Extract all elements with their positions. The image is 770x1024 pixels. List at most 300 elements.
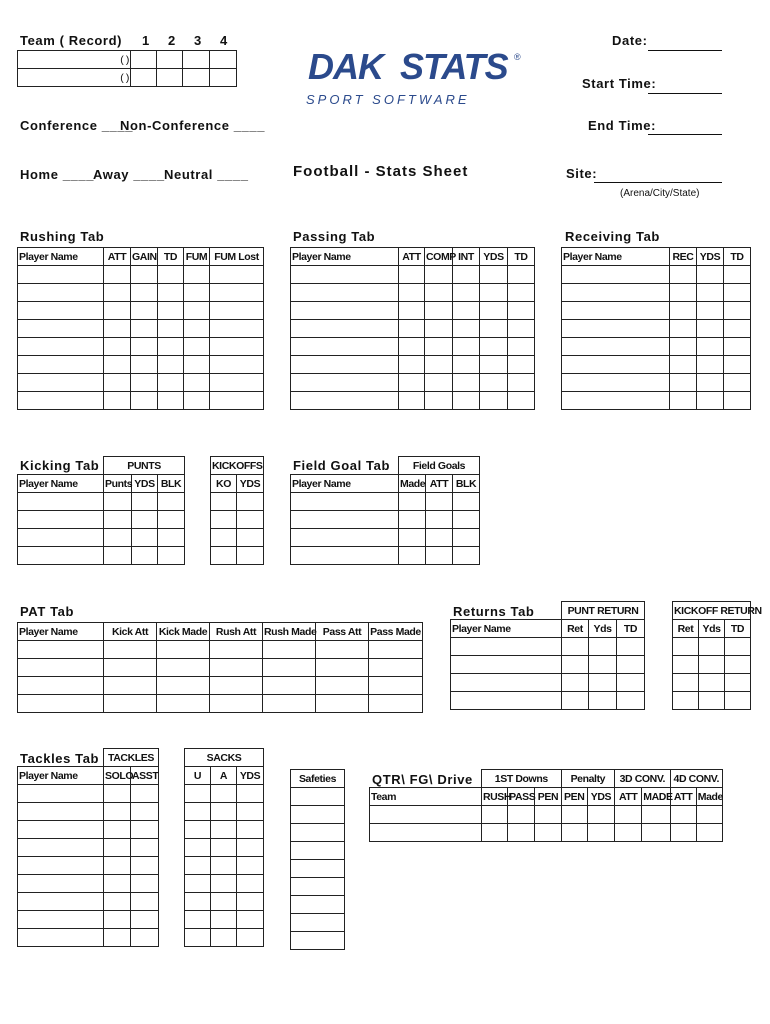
entry-cell[interactable]	[131, 338, 158, 356]
entry-cell[interactable]	[104, 929, 131, 947]
entry-cell[interactable]	[399, 374, 425, 392]
entry-cell[interactable]	[724, 302, 751, 320]
entry-cell[interactable]	[158, 493, 185, 511]
entry-cell[interactable]	[508, 338, 535, 356]
entry-cell[interactable]	[132, 547, 158, 565]
entry-cell[interactable]	[508, 284, 535, 302]
entry-cell[interactable]	[291, 374, 399, 392]
entry-cell[interactable]	[697, 266, 724, 284]
entry-cell[interactable]	[724, 320, 751, 338]
entry-cell[interactable]	[453, 320, 480, 338]
entry-cell[interactable]	[211, 893, 237, 911]
entry-cell[interactable]	[18, 929, 104, 947]
entry-cell[interactable]	[104, 875, 131, 893]
entry-cell[interactable]	[291, 284, 399, 302]
entry-cell[interactable]	[237, 547, 264, 565]
entry-cell[interactable]	[104, 893, 131, 911]
entry-cell[interactable]	[699, 692, 725, 710]
entry-cell[interactable]	[185, 803, 211, 821]
entry-cell[interactable]	[291, 338, 399, 356]
entry-cell[interactable]	[104, 547, 132, 565]
entry-cell[interactable]	[425, 266, 453, 284]
entry-cell[interactable]	[453, 266, 480, 284]
entry-cell[interactable]	[263, 659, 316, 677]
entry-cell[interactable]	[480, 284, 508, 302]
entry-cell[interactable]	[451, 656, 562, 674]
entry-cell[interactable]	[589, 638, 617, 656]
entry-cell[interactable]	[210, 320, 264, 338]
entry-cell[interactable]	[158, 266, 184, 284]
entry-cell[interactable]	[18, 911, 104, 929]
entry-cell[interactable]	[724, 284, 751, 302]
entry-cell[interactable]	[642, 806, 670, 824]
entry-cell[interactable]	[237, 821, 264, 839]
entry-cell[interactable]	[451, 674, 562, 692]
entry-cell[interactable]	[132, 493, 158, 511]
entry-cell[interactable]	[426, 511, 453, 529]
entry-cell[interactable]	[157, 677, 210, 695]
entry-cell[interactable]	[131, 929, 159, 947]
entry-cell[interactable]	[211, 547, 237, 565]
entry-cell[interactable]	[18, 821, 104, 839]
entry-cell[interactable]	[508, 302, 535, 320]
entry-cell[interactable]	[131, 320, 158, 338]
entry-cell[interactable]	[696, 824, 722, 842]
entry-cell[interactable]	[480, 266, 508, 284]
entry-cell[interactable]	[291, 878, 345, 896]
entry-cell[interactable]	[211, 529, 237, 547]
entry-cell[interactable]	[670, 338, 697, 356]
entry-cell[interactable]	[158, 511, 185, 529]
entry-cell[interactable]	[237, 803, 264, 821]
entry-cell[interactable]	[453, 547, 480, 565]
entry-cell[interactable]	[211, 821, 237, 839]
entry-cell[interactable]	[210, 338, 264, 356]
entry-cell[interactable]	[291, 302, 399, 320]
entry-cell[interactable]	[18, 511, 104, 529]
entry-cell[interactable]	[670, 266, 697, 284]
entry-cell[interactable]	[562, 692, 589, 710]
entry-cell[interactable]	[480, 356, 508, 374]
entry-cell[interactable]	[725, 674, 751, 692]
entry-cell[interactable]	[673, 656, 699, 674]
entry-cell[interactable]	[131, 374, 158, 392]
entry-cell[interactable]	[104, 493, 132, 511]
entry-cell[interactable]	[399, 392, 425, 410]
entry-cell[interactable]	[131, 875, 159, 893]
entry-cell[interactable]	[291, 493, 399, 511]
entry-cell[interactable]	[210, 266, 264, 284]
entry-cell[interactable]	[670, 824, 696, 842]
entry-cell[interactable]	[535, 824, 561, 842]
entry-cell[interactable]	[291, 788, 345, 806]
entry-cell[interactable]	[210, 641, 263, 659]
entry-cell[interactable]	[184, 284, 210, 302]
entry-cell[interactable]	[562, 656, 589, 674]
entry-cell[interactable]	[185, 839, 211, 857]
entry-cell[interactable]	[480, 338, 508, 356]
entry-cell[interactable]	[535, 806, 561, 824]
entry-cell[interactable]	[158, 374, 184, 392]
entry-cell[interactable]	[562, 674, 589, 692]
entry-cell[interactable]	[370, 824, 482, 842]
entry-cell[interactable]	[369, 677, 423, 695]
entry-cell[interactable]	[399, 356, 425, 374]
entry-cell[interactable]	[589, 656, 617, 674]
entry-cell[interactable]	[291, 547, 399, 565]
entry-cell[interactable]	[670, 284, 697, 302]
entry-cell[interactable]	[615, 824, 642, 842]
entry-cell[interactable]	[453, 374, 480, 392]
entry-cell[interactable]	[291, 320, 399, 338]
entry-cell[interactable]	[697, 374, 724, 392]
entry-cell[interactable]	[210, 302, 264, 320]
entry-cell[interactable]	[370, 806, 482, 824]
entry-cell[interactable]	[673, 674, 699, 692]
entry-cell[interactable]	[670, 392, 697, 410]
entry-cell[interactable]	[184, 266, 210, 284]
entry-cell[interactable]	[697, 302, 724, 320]
entry-cell[interactable]	[615, 806, 642, 824]
entry-cell[interactable]	[184, 356, 210, 374]
entry-cell[interactable]	[158, 547, 185, 565]
entry-cell[interactable]	[158, 302, 184, 320]
entry-cell[interactable]	[104, 803, 131, 821]
entry-cell[interactable]	[184, 374, 210, 392]
entry-cell[interactable]	[237, 911, 264, 929]
date-field[interactable]	[648, 50, 722, 51]
entry-cell[interactable]	[697, 284, 724, 302]
entry-cell[interactable]	[104, 695, 157, 713]
entry-cell[interactable]	[131, 284, 158, 302]
entry-cell[interactable]	[291, 511, 399, 529]
entry-cell[interactable]	[158, 284, 184, 302]
entry-cell[interactable]	[104, 677, 157, 695]
entry-cell[interactable]	[508, 356, 535, 374]
entry-cell[interactable]	[185, 785, 211, 803]
entry-cell[interactable]	[104, 320, 131, 338]
entry-cell[interactable]	[104, 511, 132, 529]
entry-cell[interactable]	[589, 674, 617, 692]
end-time-field[interactable]	[648, 134, 722, 135]
entry-cell[interactable]	[399, 284, 425, 302]
entry-cell[interactable]	[562, 284, 670, 302]
entry-cell[interactable]	[451, 692, 562, 710]
entry-cell[interactable]	[237, 875, 264, 893]
entry-cell[interactable]	[18, 785, 104, 803]
score-cell[interactable]	[210, 51, 237, 69]
entry-cell[interactable]	[131, 911, 159, 929]
entry-cell[interactable]	[18, 659, 104, 677]
entry-cell[interactable]	[18, 547, 104, 565]
entry-cell[interactable]	[399, 302, 425, 320]
entry-cell[interactable]	[369, 659, 423, 677]
entry-cell[interactable]	[508, 374, 535, 392]
entry-cell[interactable]	[425, 284, 453, 302]
entry-cell[interactable]	[481, 824, 507, 842]
entry-cell[interactable]	[158, 392, 184, 410]
entry-cell[interactable]	[211, 493, 237, 511]
entry-cell[interactable]	[131, 893, 159, 911]
entry-cell[interactable]	[425, 320, 453, 338]
entry-cell[interactable]	[699, 656, 725, 674]
score-cell[interactable]	[210, 69, 237, 87]
entry-cell[interactable]	[562, 302, 670, 320]
entry-cell[interactable]	[131, 266, 158, 284]
entry-cell[interactable]	[724, 266, 751, 284]
entry-cell[interactable]	[617, 674, 645, 692]
entry-cell[interactable]	[425, 392, 453, 410]
entry-cell[interactable]	[587, 806, 614, 824]
entry-cell[interactable]	[426, 493, 453, 511]
entry-cell[interactable]	[158, 529, 185, 547]
entry-cell[interactable]	[157, 659, 210, 677]
entry-cell[interactable]	[642, 824, 670, 842]
entry-cell[interactable]	[316, 677, 369, 695]
entry-cell[interactable]	[399, 266, 425, 284]
entry-cell[interactable]	[237, 893, 264, 911]
entry-cell[interactable]	[697, 356, 724, 374]
entry-cell[interactable]	[18, 839, 104, 857]
entry-cell[interactable]	[399, 338, 425, 356]
entry-cell[interactable]	[451, 638, 562, 656]
entry-cell[interactable]	[699, 638, 725, 656]
entry-cell[interactable]	[18, 695, 104, 713]
score-cell[interactable]	[157, 51, 183, 69]
entry-cell[interactable]	[316, 641, 369, 659]
entry-cell[interactable]	[562, 356, 670, 374]
entry-cell[interactable]	[399, 493, 426, 511]
entry-cell[interactable]	[617, 692, 645, 710]
entry-cell[interactable]	[369, 641, 423, 659]
entry-cell[interactable]	[399, 529, 426, 547]
entry-cell[interactable]	[673, 638, 699, 656]
entry-cell[interactable]	[617, 656, 645, 674]
entry-cell[interactable]	[263, 677, 316, 695]
entry-cell[interactable]	[696, 806, 722, 824]
entry-cell[interactable]	[263, 695, 316, 713]
entry-cell[interactable]	[104, 659, 157, 677]
entry-cell[interactable]	[480, 302, 508, 320]
entry-cell[interactable]	[562, 266, 670, 284]
entry-cell[interactable]	[237, 493, 264, 511]
entry-cell[interactable]	[508, 266, 535, 284]
entry-cell[interactable]	[210, 677, 263, 695]
entry-cell[interactable]	[291, 392, 399, 410]
entry-cell[interactable]	[453, 392, 480, 410]
entry-cell[interactable]	[18, 641, 104, 659]
entry-cell[interactable]	[131, 356, 158, 374]
score-cell[interactable]	[131, 51, 157, 69]
entry-cell[interactable]	[316, 695, 369, 713]
entry-cell[interactable]	[104, 641, 157, 659]
entry-cell[interactable]	[131, 392, 158, 410]
entry-cell[interactable]	[210, 284, 264, 302]
score-cell[interactable]	[183, 51, 210, 69]
entry-cell[interactable]	[132, 529, 158, 547]
entry-cell[interactable]	[291, 824, 345, 842]
entry-cell[interactable]	[210, 374, 264, 392]
entry-cell[interactable]	[211, 511, 237, 529]
score-cell[interactable]	[157, 69, 183, 87]
entry-cell[interactable]	[185, 875, 211, 893]
entry-cell[interactable]	[18, 493, 104, 511]
entry-cell[interactable]	[426, 547, 453, 565]
entry-cell[interactable]	[291, 842, 345, 860]
entry-cell[interactable]	[185, 893, 211, 911]
entry-cell[interactable]	[453, 302, 480, 320]
entry-cell[interactable]	[18, 875, 104, 893]
entry-cell[interactable]	[18, 302, 104, 320]
entry-cell[interactable]	[480, 392, 508, 410]
entry-cell[interactable]	[617, 638, 645, 656]
entry-cell[interactable]	[210, 659, 263, 677]
entry-cell[interactable]	[18, 338, 104, 356]
entry-cell[interactable]	[131, 821, 159, 839]
entry-cell[interactable]	[425, 356, 453, 374]
entry-cell[interactable]	[211, 785, 237, 803]
entry-cell[interactable]	[104, 302, 131, 320]
entry-cell[interactable]	[104, 821, 131, 839]
start-time-field[interactable]	[648, 93, 722, 94]
entry-cell[interactable]	[104, 356, 131, 374]
team-name-cell[interactable]: ( )	[18, 51, 131, 69]
entry-cell[interactable]	[697, 392, 724, 410]
entry-cell[interactable]	[237, 529, 264, 547]
entry-cell[interactable]	[185, 911, 211, 929]
entry-cell[interactable]	[184, 302, 210, 320]
entry-cell[interactable]	[291, 266, 399, 284]
entry-cell[interactable]	[18, 284, 104, 302]
entry-cell[interactable]	[399, 320, 425, 338]
entry-cell[interactable]	[237, 929, 264, 947]
entry-cell[interactable]	[263, 641, 316, 659]
entry-cell[interactable]	[670, 320, 697, 338]
entry-cell[interactable]	[453, 511, 480, 529]
entry-cell[interactable]	[237, 785, 264, 803]
entry-cell[interactable]	[210, 356, 264, 374]
entry-cell[interactable]	[562, 392, 670, 410]
entry-cell[interactable]	[725, 656, 751, 674]
entry-cell[interactable]	[211, 929, 237, 947]
entry-cell[interactable]	[18, 677, 104, 695]
entry-cell[interactable]	[670, 374, 697, 392]
entry-cell[interactable]	[453, 529, 480, 547]
score-cell[interactable]	[131, 69, 157, 87]
entry-cell[interactable]	[184, 320, 210, 338]
entry-cell[interactable]	[697, 320, 724, 338]
entry-cell[interactable]	[104, 857, 131, 875]
entry-cell[interactable]	[210, 392, 264, 410]
entry-cell[interactable]	[131, 803, 159, 821]
entry-cell[interactable]	[589, 692, 617, 710]
entry-cell[interactable]	[104, 266, 131, 284]
entry-cell[interactable]	[158, 320, 184, 338]
entry-cell[interactable]	[157, 641, 210, 659]
entry-cell[interactable]	[211, 857, 237, 875]
entry-cell[interactable]	[291, 356, 399, 374]
entry-cell[interactable]	[18, 356, 104, 374]
entry-cell[interactable]	[426, 529, 453, 547]
entry-cell[interactable]	[562, 374, 670, 392]
entry-cell[interactable]	[561, 824, 587, 842]
entry-cell[interactable]	[104, 392, 131, 410]
site-field[interactable]	[594, 182, 722, 183]
entry-cell[interactable]	[480, 320, 508, 338]
entry-cell[interactable]	[291, 860, 345, 878]
entry-cell[interactable]	[291, 914, 345, 932]
entry-cell[interactable]	[104, 338, 131, 356]
entry-cell[interactable]	[480, 374, 508, 392]
entry-cell[interactable]	[104, 839, 131, 857]
entry-cell[interactable]	[18, 857, 104, 875]
score-cell[interactable]	[183, 69, 210, 87]
entry-cell[interactable]	[453, 493, 480, 511]
entry-cell[interactable]	[562, 320, 670, 338]
entry-cell[interactable]	[237, 857, 264, 875]
entry-cell[interactable]	[562, 638, 589, 656]
entry-cell[interactable]	[184, 392, 210, 410]
entry-cell[interactable]	[425, 374, 453, 392]
entry-cell[interactable]	[18, 266, 104, 284]
entry-cell[interactable]	[291, 806, 345, 824]
entry-cell[interactable]	[104, 911, 131, 929]
entry-cell[interactable]	[185, 929, 211, 947]
entry-cell[interactable]	[508, 806, 535, 824]
entry-cell[interactable]	[211, 839, 237, 857]
entry-cell[interactable]	[453, 338, 480, 356]
entry-cell[interactable]	[699, 674, 725, 692]
entry-cell[interactable]	[104, 374, 131, 392]
entry-cell[interactable]	[158, 338, 184, 356]
entry-cell[interactable]	[211, 875, 237, 893]
entry-cell[interactable]	[725, 638, 751, 656]
entry-cell[interactable]	[237, 511, 264, 529]
entry-cell[interactable]	[725, 692, 751, 710]
entry-cell[interactable]	[316, 659, 369, 677]
entry-cell[interactable]	[697, 338, 724, 356]
entry-cell[interactable]	[399, 511, 426, 529]
entry-cell[interactable]	[104, 529, 132, 547]
entry-cell[interactable]	[18, 803, 104, 821]
entry-cell[interactable]	[724, 356, 751, 374]
entry-cell[interactable]	[184, 338, 210, 356]
entry-cell[interactable]	[104, 284, 131, 302]
entry-cell[interactable]	[399, 547, 426, 565]
entry-cell[interactable]	[291, 529, 399, 547]
entry-cell[interactable]	[131, 839, 159, 857]
entry-cell[interactable]	[587, 824, 614, 842]
entry-cell[interactable]	[185, 857, 211, 875]
entry-cell[interactable]	[453, 356, 480, 374]
entry-cell[interactable]	[508, 320, 535, 338]
entry-cell[interactable]	[673, 692, 699, 710]
team-name-cell[interactable]: ( )	[18, 69, 131, 87]
entry-cell[interactable]	[670, 356, 697, 374]
entry-cell[interactable]	[18, 374, 104, 392]
entry-cell[interactable]	[508, 392, 535, 410]
entry-cell[interactable]	[18, 320, 104, 338]
entry-cell[interactable]	[18, 893, 104, 911]
entry-cell[interactable]	[211, 911, 237, 929]
entry-cell[interactable]	[104, 785, 131, 803]
entry-cell[interactable]	[131, 302, 158, 320]
entry-cell[interactable]	[291, 896, 345, 914]
entry-cell[interactable]	[237, 839, 264, 857]
entry-cell[interactable]	[131, 785, 159, 803]
entry-cell[interactable]	[425, 302, 453, 320]
entry-cell[interactable]	[157, 695, 210, 713]
